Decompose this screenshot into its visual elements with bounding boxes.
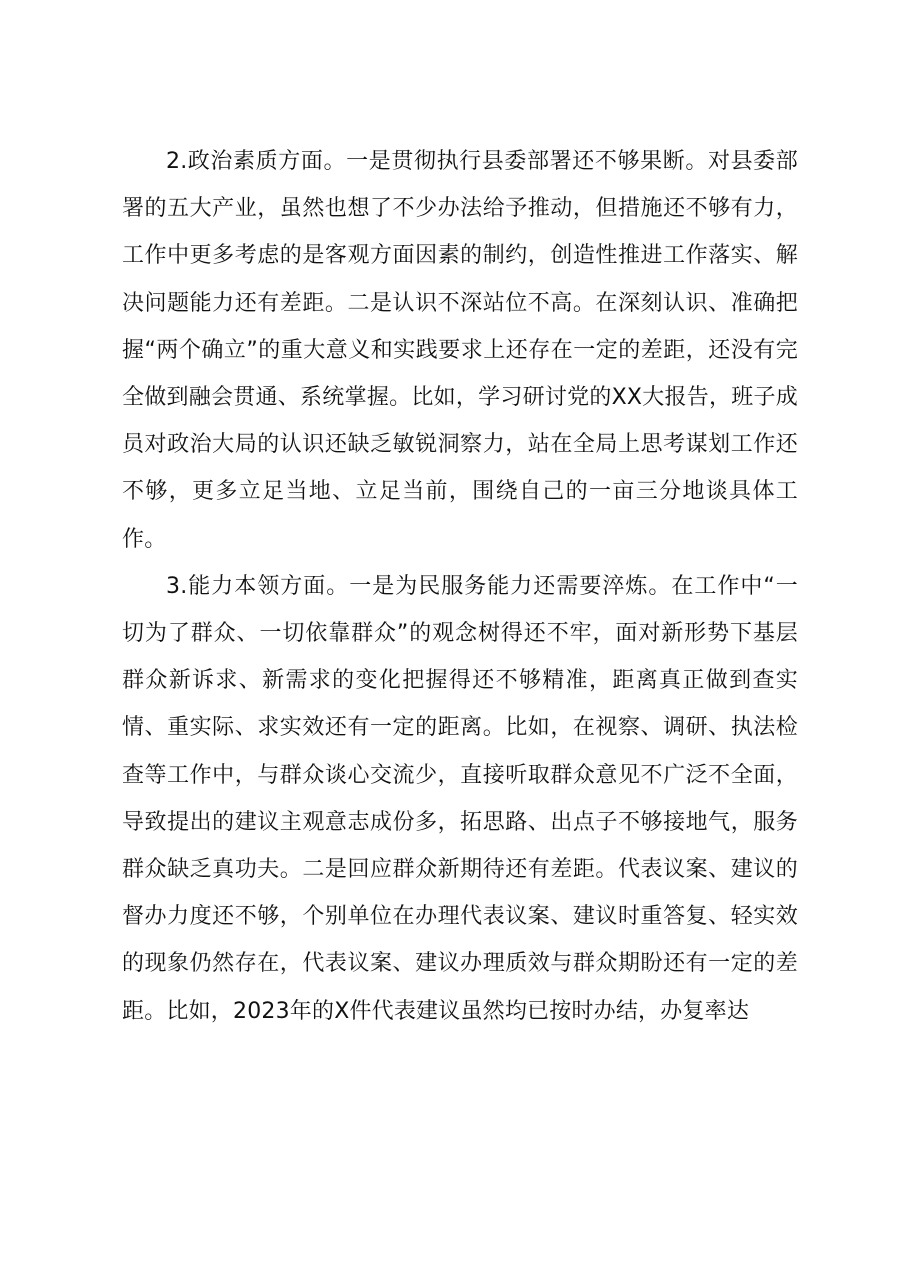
document-body <box>122 138 798 1035</box>
paragraph-political-quality: 2.政治素质方面。一是贯彻执行县委部署还不够果断。对县委部署的五大产业，虽然也想了不少办法给予推动，但措施还不够有力，工作中更多考虑的是客观方面因素的制约，创造性推进工作落实、解决问题能力还有差距。二是认识不深站位不高。在深刻认识、准确把握“两个确立”的重大意义和实践要求上还存在一定的差距，还没有完全做到融会贯通、系统掌握。比如，学习研讨党的XX大报告，班子成员对政治大局的认识还缺乏敏锐洞察力，站在全局上思考谋划工作还不够，更多立足当地、立足当前，围绕自己的一亩三分地谈具体工作。 <box>122 149 798 552</box>
paragraph-ability: 3.能力本领方面。一是为民服务能力还需要淬炼。在工作中“一切为了群众、一切依靠群众”的观念树得还不牢，面对新形势下基层群众新诉求、新需求的变化把握得还不够精准，距离真正做到查实情、重实际、求实效还有一定的距离。比如，在视察、调研、执法检查等工作中，与群众谈心交流少，直接听取群众意见不广泛不全面，导致提出的建议主观意志成份多，拓思路、出点子不够接地气，服务群众缺乏真功夫。二是回应群众新期待还有差距。代表议案、建议的督办力度还不够，个别单位在办理代表议案、建议时重答复、轻实效的现象仍然存在，代表议案、建议办理质效与群众期盼还有一定的差距。比如，2023年的X件代表建议虽然均已按时办结，办复率达 <box>122 573 798 1024</box>
